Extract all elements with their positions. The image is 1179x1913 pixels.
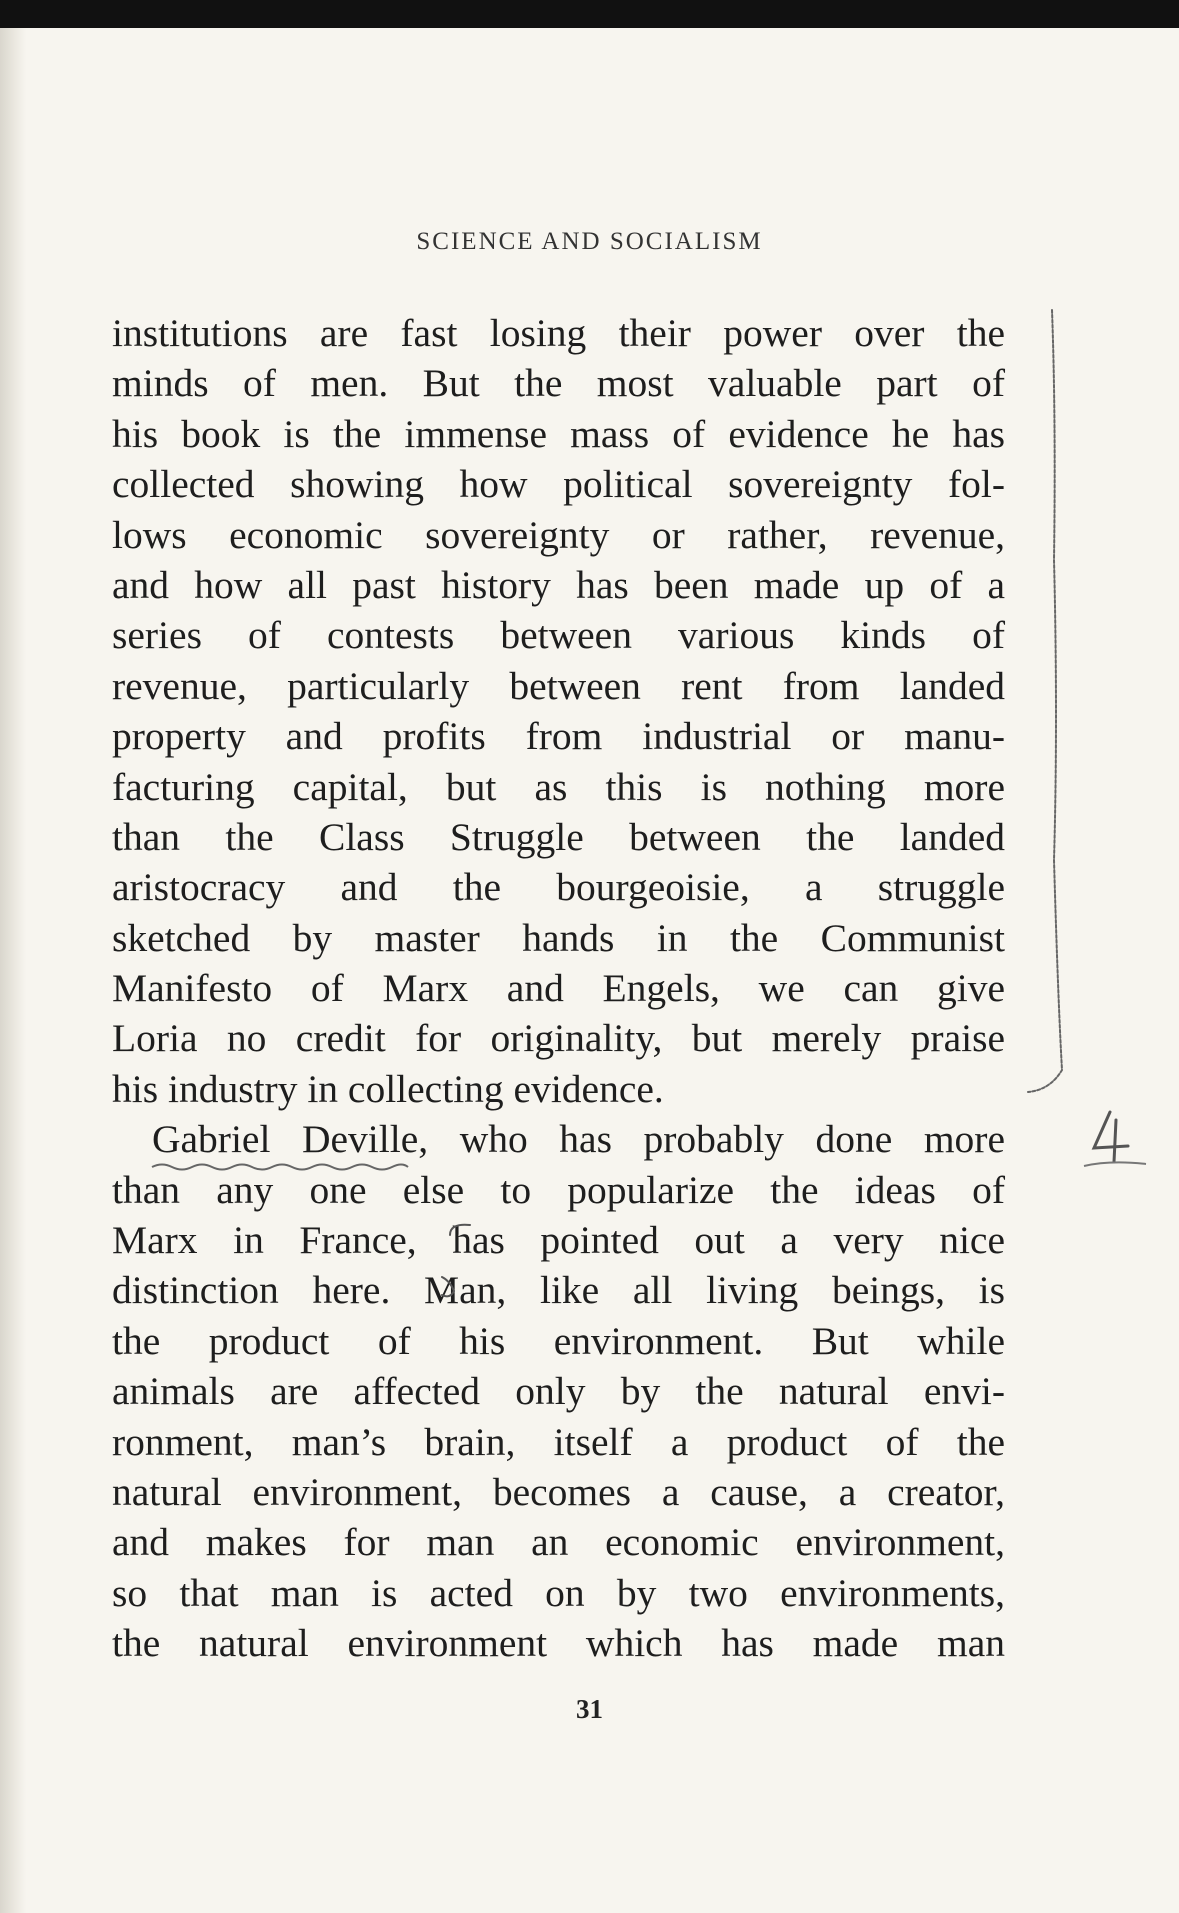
text-line: Manifesto of Marx and Engels, we can give [112, 966, 1005, 1011]
text-line: so that man is acted on by two environments, [112, 1570, 1005, 1615]
text-line: institutions are fast losing their power over the [112, 311, 1005, 355]
paragraph-start-line: Gabriel Deville, who has probably done more [152, 1117, 1005, 1162]
handwritten-number-mark [1080, 1100, 1150, 1180]
margin-note-number [1080, 1100, 1150, 1180]
page-number: 31 [576, 1694, 603, 1724]
text-line: and how all past history has been made up of a [112, 562, 1005, 607]
text-line: minds of men. But the most valuable part of [112, 361, 1005, 406]
text-line: revenue, particularly between rent from landed [112, 663, 1005, 708]
text-line: the natural environment which has made man [112, 1621, 1005, 1666]
text-line: and makes for man an economic environment, [112, 1520, 1005, 1565]
text-line: the product of his environment. But while [112, 1318, 1005, 1363]
margin-bracket-mark [1020, 300, 1090, 1100]
text-line: ronment, man’s brain, itself a product of the [112, 1419, 1005, 1464]
text-line: his book is the immense mass of evidence he has [112, 411, 1005, 456]
text-line: lows economic sovereignty or rather, revenue, [112, 512, 1005, 557]
text-line: series of contests between various kinds of [112, 613, 1005, 658]
wavy-underline-mark [150, 1160, 410, 1174]
text-line: aristocracy and the bourgeoisie, a struggle [112, 865, 1005, 910]
text-line: animals are affected only by the natural envi- [112, 1369, 1005, 1414]
text-line: than any one else to popularize the ideas of [112, 1167, 1005, 1212]
insertion-bracket-mark [420, 1195, 500, 1335]
text-line: Marx in France, has pointed out a very nice [112, 1218, 1005, 1263]
scan-top-border [0, 0, 1179, 28]
text-line: than the Class Struggle between the landed [112, 814, 1005, 859]
paragraph-end-line: his industry in collecting evidence. [112, 1066, 664, 1111]
running-head: SCIENCE AND SOCIALISM [416, 228, 763, 255]
text-line: facturing capital, but as this is nothing more [112, 764, 1005, 809]
text-line: property and profits from industrial or manu- [112, 714, 1005, 759]
text-line: natural environment, becomes a cause, a creator, [112, 1469, 1005, 1514]
text-line: distinction here. Man, like all living beings, is [112, 1268, 1005, 1313]
scan-left-edge [0, 28, 26, 1913]
body-text [112, 308, 1005, 1669]
text-line: sketched by master hands in the Communist [112, 915, 1005, 960]
text-line: collected showing how political sovereignty fol- [112, 462, 1005, 507]
text-line: Loria no credit for originality, but merely praise [112, 1016, 1005, 1061]
